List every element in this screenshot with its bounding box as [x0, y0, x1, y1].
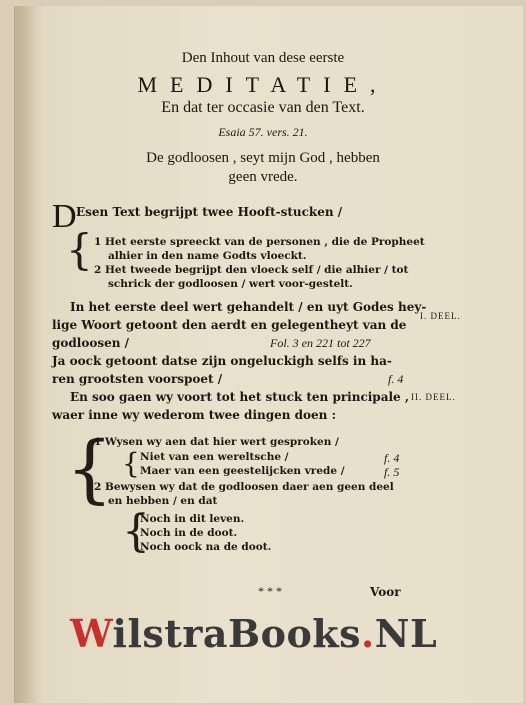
drop-cap: D [52, 198, 77, 235]
brace-subpoints-inner: { [122, 447, 140, 480]
paragraph-line-5: ren grootsten voorspoet / [52, 372, 223, 386]
watermark-logo [70, 611, 437, 656]
heading-line-1: Den Inhout van dese eerste [181, 50, 345, 66]
brace-points: { [66, 225, 93, 274]
watermark-dot: . [361, 611, 375, 656]
point-1-line-2: alhier in den name Godts vloeckt. [108, 250, 307, 262]
subpoint-2-line-1: 2 Bewysen wy dat de godloosen daer aen geen deel [94, 481, 394, 493]
subpoint-2-line-2: en hebben / en dat [108, 495, 218, 507]
noch-line-1: Noch in dit leven. [140, 513, 245, 525]
brace-noch: { [122, 506, 150, 557]
brace-subpoints-outer: { [66, 426, 114, 512]
paragraph-line-1: In het eerste deel wert gehandelt / en uyt Godes hey- [70, 300, 427, 314]
catchword: Voor [370, 585, 401, 599]
paragraph-line-3: godloosen / [52, 336, 130, 350]
subpoint-1-ii: Maer van een geestelijcken vrede / [140, 465, 345, 477]
paragraph-line-6: En soo gaen wy voort tot het stuck ten principale , [70, 390, 410, 404]
heading-title-meditatie: MEDITATIE, [137, 72, 389, 97]
subpoint-1-i-ref: f. 4 [384, 451, 400, 465]
margin-note-first-part: I. DEEL. [420, 311, 461, 321]
quote-line-1: De godloosen , seyt mijn God , hebben [146, 150, 380, 166]
heading-line-3: En dat ter occasie van den Text. [161, 99, 365, 116]
noch-line-3: Noch oock na de doot. [140, 541, 272, 553]
ornament-stars: *** [258, 584, 285, 598]
point-1-line-1: 1 Het eerste spreeckt van de personen , die de Propheet [94, 236, 425, 248]
margin-note-second-part: II. DEEL. [411, 392, 456, 402]
paragraph-line-3-ref: Fol. 3 en 221 tot 227 [270, 336, 371, 350]
paragraph-line-2: lige Woort getoont den aerdt en gelegentheyt van de [52, 318, 407, 332]
watermark-tld: NL [374, 611, 438, 656]
intro-line: Esen Text begrijpt twee Hooft-stucken / [76, 205, 343, 219]
subpoint-1-ii-ref: f. 5 [384, 465, 400, 479]
noch-line-2: Noch in de doot. [140, 527, 238, 539]
subpoint-1-i: Niet van een wereltsche / [140, 451, 289, 463]
scripture-reference: Esaia 57. vers. 21. [218, 125, 308, 139]
paragraph-line-4: Ja oock getoont datse zijn ongeluckigh selfs in ha- [52, 354, 392, 368]
subpoint-1: 1 Wysen wy aen dat hier wert gesproken / [94, 436, 339, 448]
point-2-line-2: schrick der godloosen / wert voor-gestelt. [108, 278, 353, 290]
watermark-name: ilstraBooks [112, 611, 362, 656]
paragraph-line-7: waer inne wy wederom twee dingen doen : [52, 408, 337, 422]
watermark-w: W [70, 611, 113, 656]
point-2-line-1: 2 Het tweede begrijpt den vloeck self / die alhier / tot [94, 264, 409, 276]
quote-line-2: geen vrede. [228, 169, 298, 185]
paragraph-line-5-ref: f. 4 [388, 372, 404, 386]
